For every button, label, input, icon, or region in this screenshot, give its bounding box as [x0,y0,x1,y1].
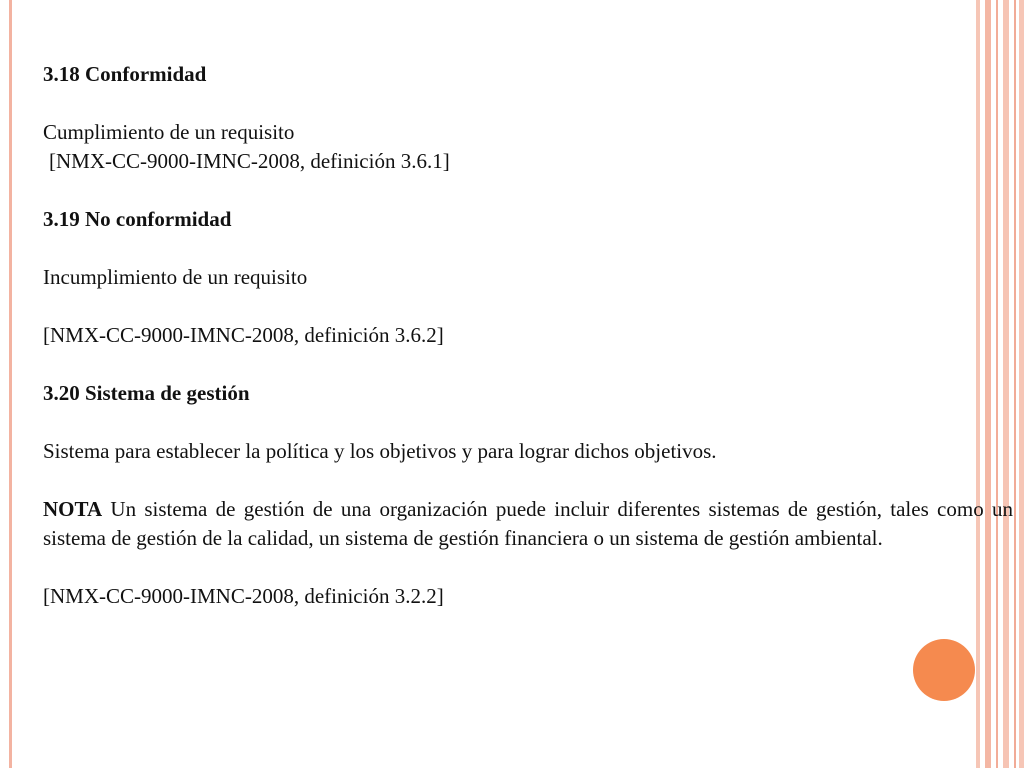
definition-no-conformidad: Incumplimiento de un requisito [43,265,308,289]
reference-conformidad: [NMX-CC-9000-IMNC-2008, definición 3.6.1] [49,149,450,173]
reference-sistema-de-gestion: [NMX-CC-9000-IMNC-2008, definición 3.2.2] [43,584,444,608]
definition-conformidad: Cumplimiento de un requisito [43,120,295,144]
definition-sistema-de-gestion: Sistema para establecer la política y los objetivos y para lograr dichos objetivos. [43,439,717,463]
decorative-orange-circle [913,639,975,701]
section-heading-conformidad: 3.18 Conformidad [43,62,207,86]
left-decorative-stripe [9,0,12,768]
note-paragraph [43,495,1013,553]
slide-content [43,60,1013,611]
section-heading-sistema-de-gestion: 3.20 Sistema de gestión [43,381,250,405]
note-text: Un sistema de gestión de una organización puede incluir diferentes sistemas de gestión, tales como un sistema de gestión de la calidad, un sistema de gestión financiera o un sistema de gestión ambiental. [43,497,1013,550]
right-decorative-stripe [1019,0,1024,768]
note-label: NOTA [43,497,103,521]
section-heading-no-conformidad: 3.19 No conformidad [43,207,232,231]
reference-no-conformidad: [NMX-CC-9000-IMNC-2008, definición 3.6.2] [43,323,444,347]
right-decorative-stripe [1014,0,1016,768]
